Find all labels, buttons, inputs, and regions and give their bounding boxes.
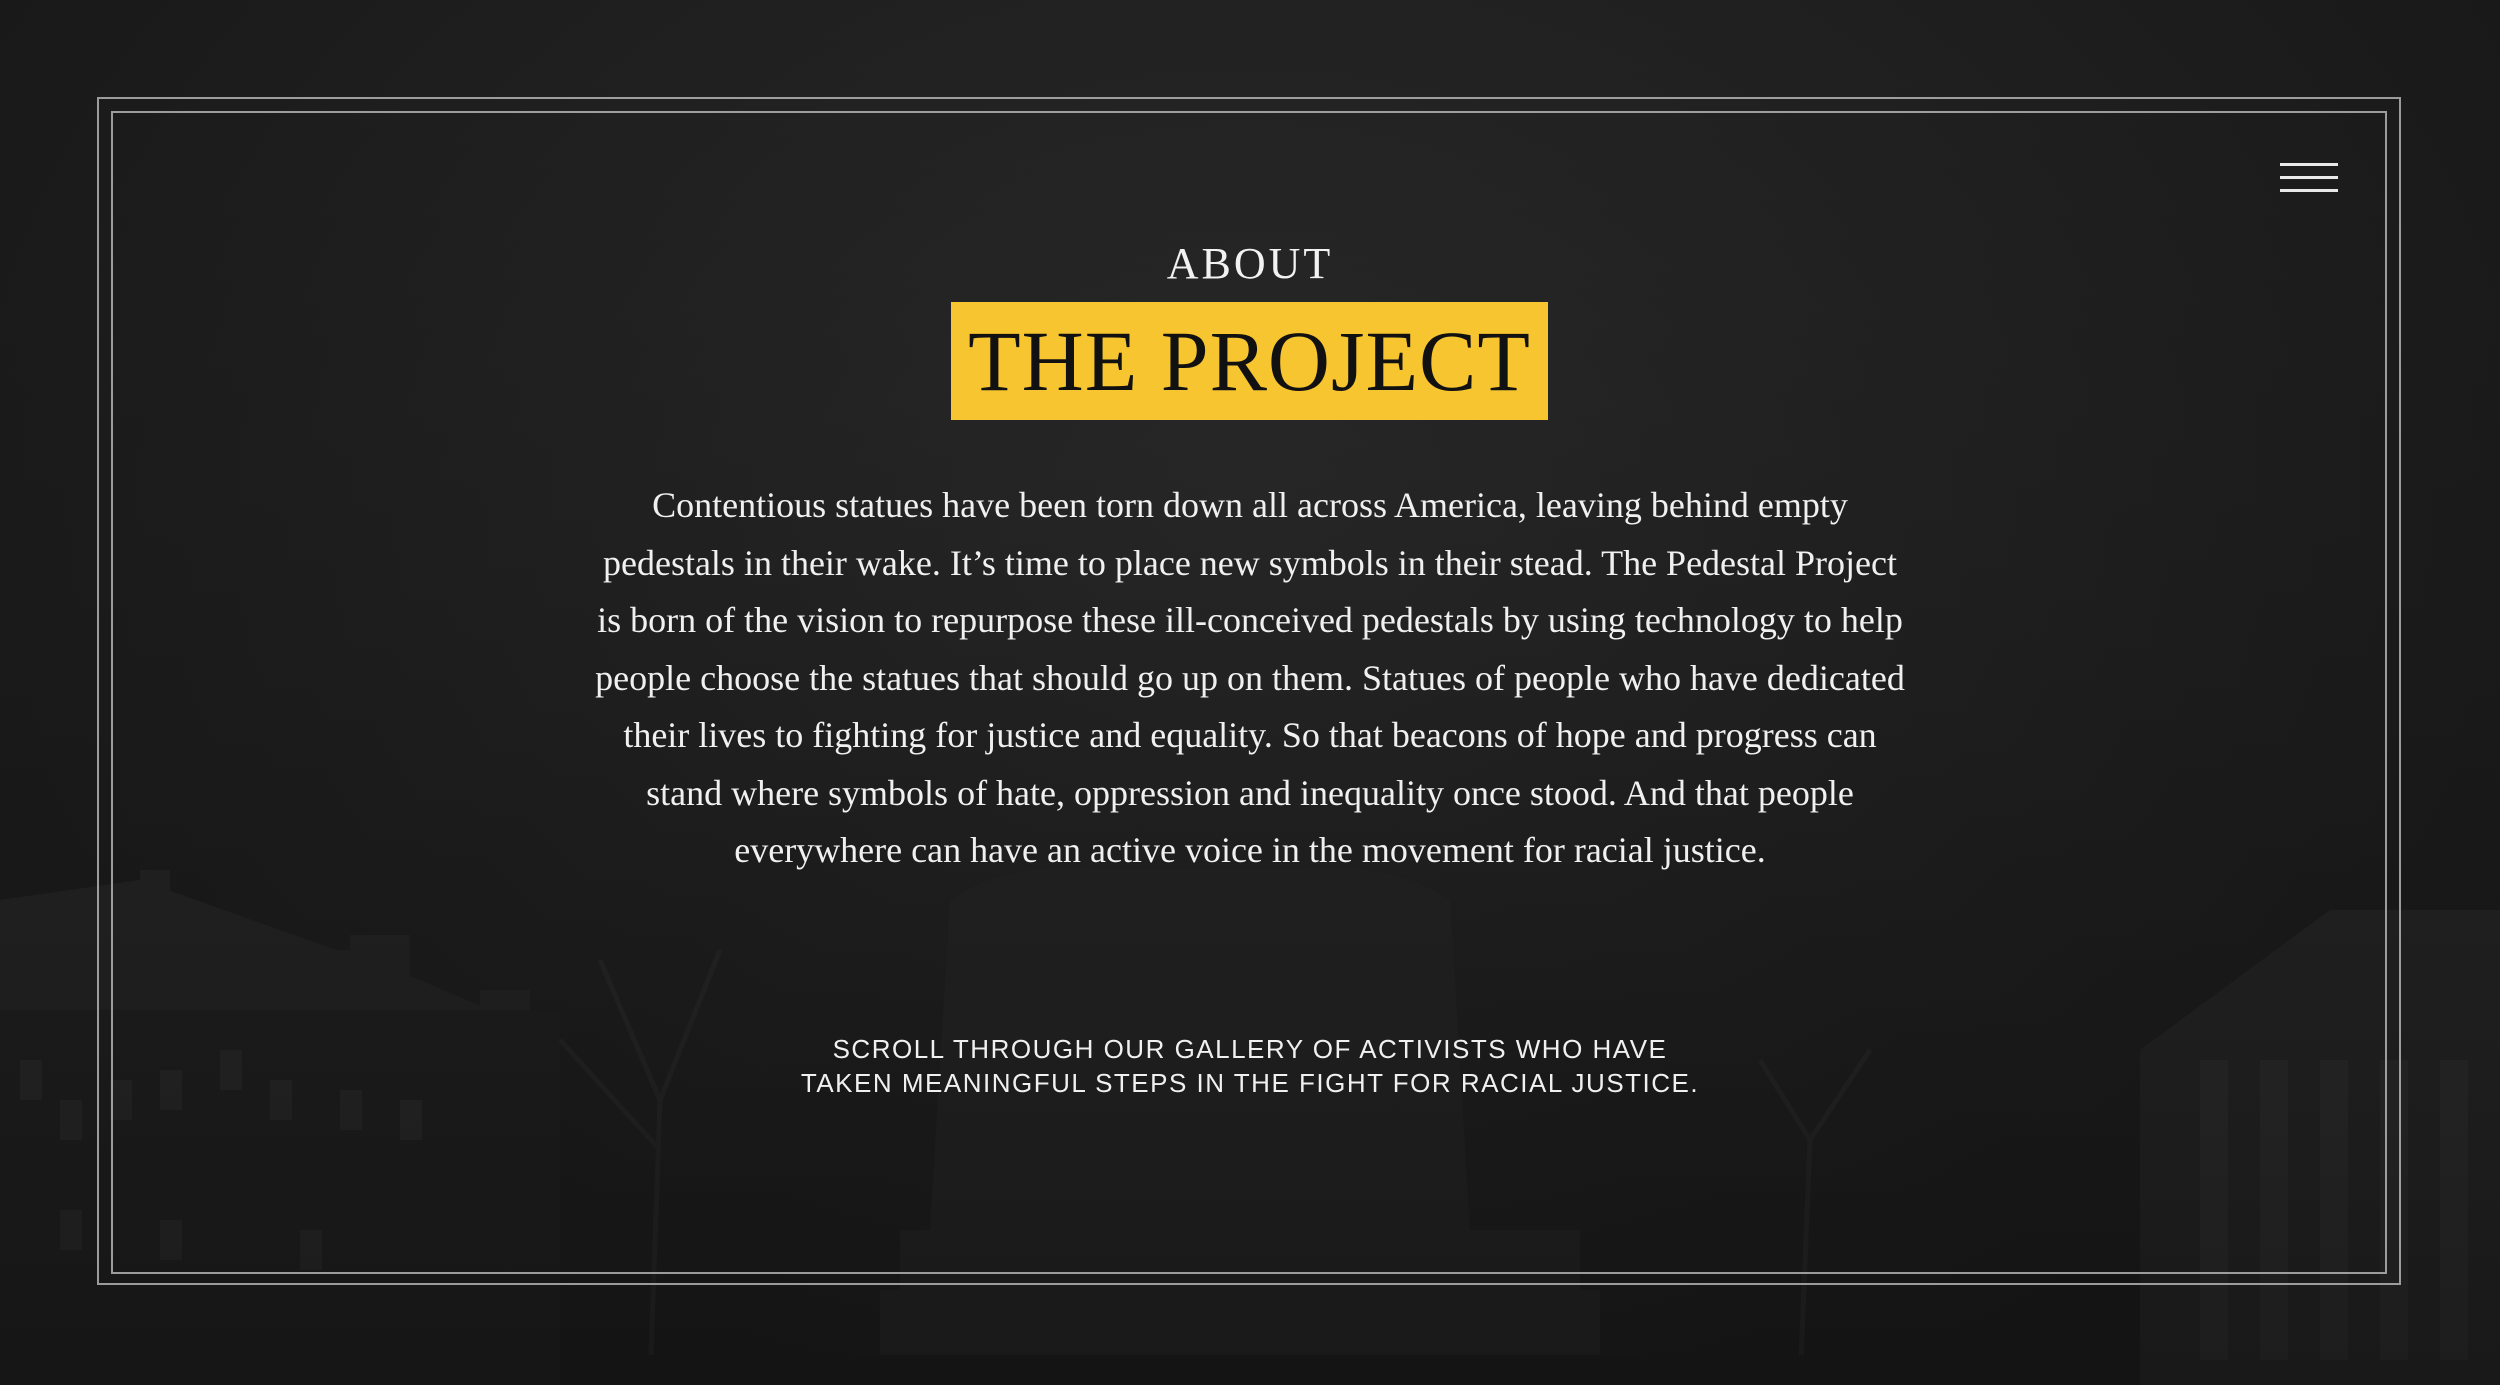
- gallery-prompt-line-1: SCROLL THROUGH OUR GALLERY OF ACTIVISTS WHO HAVE: [832, 1034, 1668, 1064]
- page-title: THE PROJECT: [968, 313, 1531, 409]
- page-title-highlight: [951, 302, 1548, 420]
- about-description: Contentious statues have been torn down all across America, leaving behind empty pedestals in their wake. It’s time to place new symbols in their stead. The Pedestal Project is born of the vision to repurpose these ill-conceived pedestals by using technology to help people choose the statues that should go up on them. Statues of people who have dedicated their lives to fighting for justice and equality. So that beacons of hope and progress can stand where symbols of hate, oppression and inequality once stood. And that people everywhere can have an active voice in the movement for racial justice.: [595, 485, 1905, 870]
- hamburger-menu-icon[interactable]: [2280, 160, 2342, 198]
- gallery-prompt: [0, 1032, 2500, 1100]
- gallery-prompt-line-2: TAKEN MEANINGFUL STEPS IN THE FIGHT FOR RACIAL JUSTICE.: [800, 1068, 1700, 1098]
- section-eyebrow: ABOUT: [1166, 239, 1334, 288]
